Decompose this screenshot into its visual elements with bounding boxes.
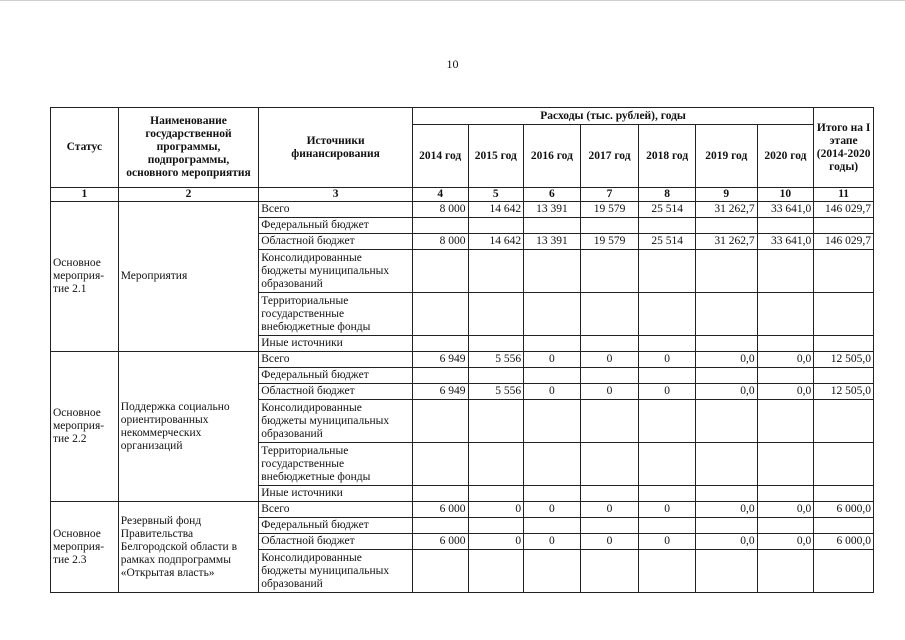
total-cell bbox=[814, 293, 874, 336]
total-cell bbox=[814, 400, 874, 443]
value-cell bbox=[695, 518, 757, 534]
funding-source-cell: Консолидированные бюджеты муниципальных образований bbox=[259, 550, 413, 593]
value-cell: 6 949 bbox=[412, 384, 468, 400]
value-cell bbox=[695, 218, 757, 234]
value-cell bbox=[524, 400, 581, 443]
table-header bbox=[51, 108, 874, 202]
table-row bbox=[51, 202, 874, 218]
value-cell bbox=[580, 400, 639, 443]
value-cell: 8 000 bbox=[412, 202, 468, 218]
value-cell: 14 642 bbox=[468, 234, 524, 250]
col-header-expenses: Расходы (тыс. рублей), годы bbox=[412, 108, 813, 125]
value-cell bbox=[412, 443, 468, 486]
value-cell bbox=[695, 443, 757, 486]
col-number: 5 bbox=[468, 188, 524, 202]
value-cell: 19 579 bbox=[580, 202, 639, 218]
value-cell: 0,0 bbox=[757, 534, 814, 550]
funding-source-cell: Федеральный бюджет bbox=[259, 218, 413, 234]
total-cell bbox=[814, 368, 874, 384]
value-cell: 5 556 bbox=[468, 384, 524, 400]
program-name-cell: Резервный фонд Правительства Белгородской области в рамках подпрограммы «Открытая власть» bbox=[118, 502, 259, 593]
value-cell bbox=[468, 218, 524, 234]
value-cell bbox=[757, 486, 814, 502]
program-name-cell: Мероприятия bbox=[118, 202, 259, 352]
col-header-year: 2016 год bbox=[524, 125, 581, 188]
value-cell bbox=[524, 486, 581, 502]
col-header-year: 2017 год bbox=[580, 125, 639, 188]
total-cell bbox=[814, 518, 874, 534]
total-cell: 146 029,7 bbox=[814, 234, 874, 250]
value-cell bbox=[412, 336, 468, 352]
col-header-year: 2015 год bbox=[468, 125, 524, 188]
col-header-total: Итого на I этапе (2014-2020 годы) bbox=[814, 108, 874, 188]
col-number: 6 bbox=[524, 188, 581, 202]
col-number: 9 bbox=[695, 188, 757, 202]
value-cell bbox=[757, 550, 814, 593]
value-cell bbox=[580, 518, 639, 534]
value-cell bbox=[524, 336, 581, 352]
total-cell: 12 505,0 bbox=[814, 352, 874, 368]
value-cell bbox=[524, 518, 581, 534]
col-number: 10 bbox=[757, 188, 814, 202]
col-header-year: 2018 год bbox=[639, 125, 696, 188]
value-cell: 0 bbox=[468, 534, 524, 550]
value-cell bbox=[757, 368, 814, 384]
value-cell bbox=[412, 250, 468, 293]
value-cell: 0 bbox=[468, 502, 524, 518]
value-cell: 0 bbox=[639, 352, 696, 368]
funding-source-cell: Консолидированные бюджеты муниципальных образований bbox=[259, 250, 413, 293]
value-cell: 14 642 bbox=[468, 202, 524, 218]
total-cell: 6 000,0 bbox=[814, 502, 874, 518]
col-number: 4 bbox=[412, 188, 468, 202]
value-cell: 0 bbox=[639, 502, 696, 518]
funding-source-cell: Консолидированные бюджеты муниципальных образований bbox=[259, 400, 413, 443]
value-cell bbox=[757, 336, 814, 352]
value-cell bbox=[412, 368, 468, 384]
value-cell bbox=[412, 218, 468, 234]
funding-table bbox=[50, 107, 874, 593]
value-cell bbox=[757, 293, 814, 336]
col-header-year: 2019 год bbox=[695, 125, 757, 188]
value-cell: 0 bbox=[580, 502, 639, 518]
value-cell bbox=[468, 486, 524, 502]
value-cell bbox=[580, 443, 639, 486]
value-cell bbox=[412, 400, 468, 443]
value-cell: 0,0 bbox=[695, 384, 757, 400]
col-number: 2 bbox=[118, 188, 259, 202]
value-cell bbox=[695, 336, 757, 352]
column-number-row bbox=[51, 188, 874, 202]
col-number: 1 bbox=[51, 188, 119, 202]
value-cell bbox=[757, 400, 814, 443]
funding-source-cell: Всего bbox=[259, 352, 413, 368]
value-cell: 0 bbox=[524, 534, 581, 550]
col-number: 7 bbox=[580, 188, 639, 202]
value-cell: 5 556 bbox=[468, 352, 524, 368]
total-cell bbox=[814, 486, 874, 502]
value-cell: 0 bbox=[580, 384, 639, 400]
funding-source-cell: Всего bbox=[259, 202, 413, 218]
funding-source-cell: Федеральный бюджет bbox=[259, 518, 413, 534]
funding-source-cell: Областной бюджет bbox=[259, 234, 413, 250]
value-cell: 6 000 bbox=[412, 534, 468, 550]
value-cell: 0,0 bbox=[757, 502, 814, 518]
value-cell: 0,0 bbox=[695, 352, 757, 368]
value-cell bbox=[695, 250, 757, 293]
value-cell: 25 514 bbox=[639, 202, 696, 218]
value-cell bbox=[468, 250, 524, 293]
value-cell: 13 391 bbox=[524, 202, 581, 218]
value-cell bbox=[524, 443, 581, 486]
value-cell bbox=[695, 550, 757, 593]
value-cell: 31 262,7 bbox=[695, 234, 757, 250]
value-cell bbox=[580, 250, 639, 293]
value-cell bbox=[695, 368, 757, 384]
value-cell: 0 bbox=[639, 384, 696, 400]
status-cell: Основное мероприя-тие 2.2 bbox=[51, 352, 119, 502]
value-cell: 25 514 bbox=[639, 234, 696, 250]
col-header-name: Наименование государственной программы, подпрограммы, основного мероприятия bbox=[118, 108, 259, 188]
value-cell bbox=[757, 518, 814, 534]
value-cell: 0 bbox=[524, 384, 581, 400]
value-cell: 0 bbox=[580, 534, 639, 550]
value-cell bbox=[468, 336, 524, 352]
value-cell bbox=[639, 550, 696, 593]
value-cell bbox=[757, 250, 814, 293]
total-cell bbox=[814, 250, 874, 293]
value-cell bbox=[468, 400, 524, 443]
total-cell bbox=[814, 550, 874, 593]
value-cell: 13 391 bbox=[524, 234, 581, 250]
value-cell: 6 949 bbox=[412, 352, 468, 368]
total-cell: 12 505,0 bbox=[814, 384, 874, 400]
col-header-sources: Источники финансирования bbox=[259, 108, 413, 188]
value-cell bbox=[524, 368, 581, 384]
value-cell bbox=[695, 486, 757, 502]
value-cell: 33 641,0 bbox=[757, 202, 814, 218]
value-cell bbox=[639, 518, 696, 534]
value-cell: 0,0 bbox=[695, 534, 757, 550]
value-cell bbox=[468, 550, 524, 593]
value-cell bbox=[580, 550, 639, 593]
value-cell bbox=[524, 550, 581, 593]
value-cell bbox=[524, 250, 581, 293]
value-cell bbox=[580, 336, 639, 352]
value-cell bbox=[468, 443, 524, 486]
page-number: 10 bbox=[446, 57, 459, 71]
scan-top-edge bbox=[0, 0, 905, 1]
value-cell bbox=[412, 550, 468, 593]
value-cell bbox=[639, 486, 696, 502]
status-cell: Основное мероприя-тие 2.3 bbox=[51, 502, 119, 593]
value-cell bbox=[468, 518, 524, 534]
value-cell: 0 bbox=[639, 534, 696, 550]
funding-source-cell: Областной бюджет bbox=[259, 384, 413, 400]
col-header-status: Статус bbox=[51, 108, 119, 188]
value-cell bbox=[580, 293, 639, 336]
col-number: 3 bbox=[259, 188, 413, 202]
value-cell: 0 bbox=[580, 352, 639, 368]
value-cell: 0,0 bbox=[757, 352, 814, 368]
funding-source-cell: Территориальные государственные внебюджетные фонды bbox=[259, 293, 413, 336]
value-cell bbox=[580, 368, 639, 384]
value-cell bbox=[695, 400, 757, 443]
value-cell bbox=[524, 218, 581, 234]
value-cell bbox=[639, 443, 696, 486]
value-cell: 31 262,7 bbox=[695, 202, 757, 218]
value-cell: 33 641,0 bbox=[757, 234, 814, 250]
value-cell bbox=[412, 293, 468, 336]
value-cell: 0 bbox=[524, 502, 581, 518]
value-cell bbox=[580, 218, 639, 234]
table-body bbox=[51, 202, 874, 593]
status-cell: Основное мероприя-тие 2.1 bbox=[51, 202, 119, 352]
col-header-year: 2014 год bbox=[412, 125, 468, 188]
funding-source-cell: Всего bbox=[259, 502, 413, 518]
value-cell: 0,0 bbox=[757, 384, 814, 400]
total-cell: 6 000,0 bbox=[814, 534, 874, 550]
value-cell: 8 000 bbox=[412, 234, 468, 250]
col-number: 11 bbox=[814, 188, 874, 202]
col-number: 8 bbox=[639, 188, 696, 202]
funding-source-cell: Федеральный бюджет bbox=[259, 368, 413, 384]
value-cell: 0 bbox=[524, 352, 581, 368]
table-row bbox=[51, 352, 874, 368]
col-header-year: 2020 год bbox=[757, 125, 814, 188]
value-cell bbox=[412, 486, 468, 502]
value-cell bbox=[695, 293, 757, 336]
funding-source-cell: Территориальные государственные внебюджетные фонды bbox=[259, 443, 413, 486]
value-cell bbox=[639, 368, 696, 384]
value-cell bbox=[639, 400, 696, 443]
value-cell bbox=[639, 250, 696, 293]
total-cell: 146 029,7 bbox=[814, 202, 874, 218]
value-cell: 6 000 bbox=[412, 502, 468, 518]
funding-source-cell: Иные источники bbox=[259, 486, 413, 502]
value-cell bbox=[580, 486, 639, 502]
funding-source-cell: Областной бюджет bbox=[259, 534, 413, 550]
value-cell bbox=[524, 293, 581, 336]
value-cell: 0,0 bbox=[695, 502, 757, 518]
total-cell bbox=[814, 336, 874, 352]
value-cell bbox=[757, 443, 814, 486]
value-cell bbox=[639, 336, 696, 352]
value-cell bbox=[468, 293, 524, 336]
value-cell bbox=[412, 518, 468, 534]
table-row bbox=[51, 502, 874, 518]
value-cell bbox=[639, 293, 696, 336]
total-cell bbox=[814, 443, 874, 486]
program-name-cell: Поддержка социально ориентированных некоммерческих организаций bbox=[118, 352, 259, 502]
value-cell: 19 579 bbox=[580, 234, 639, 250]
value-cell bbox=[639, 218, 696, 234]
funding-source-cell: Иные источники bbox=[259, 336, 413, 352]
value-cell bbox=[468, 368, 524, 384]
value-cell bbox=[757, 218, 814, 234]
total-cell bbox=[814, 218, 874, 234]
